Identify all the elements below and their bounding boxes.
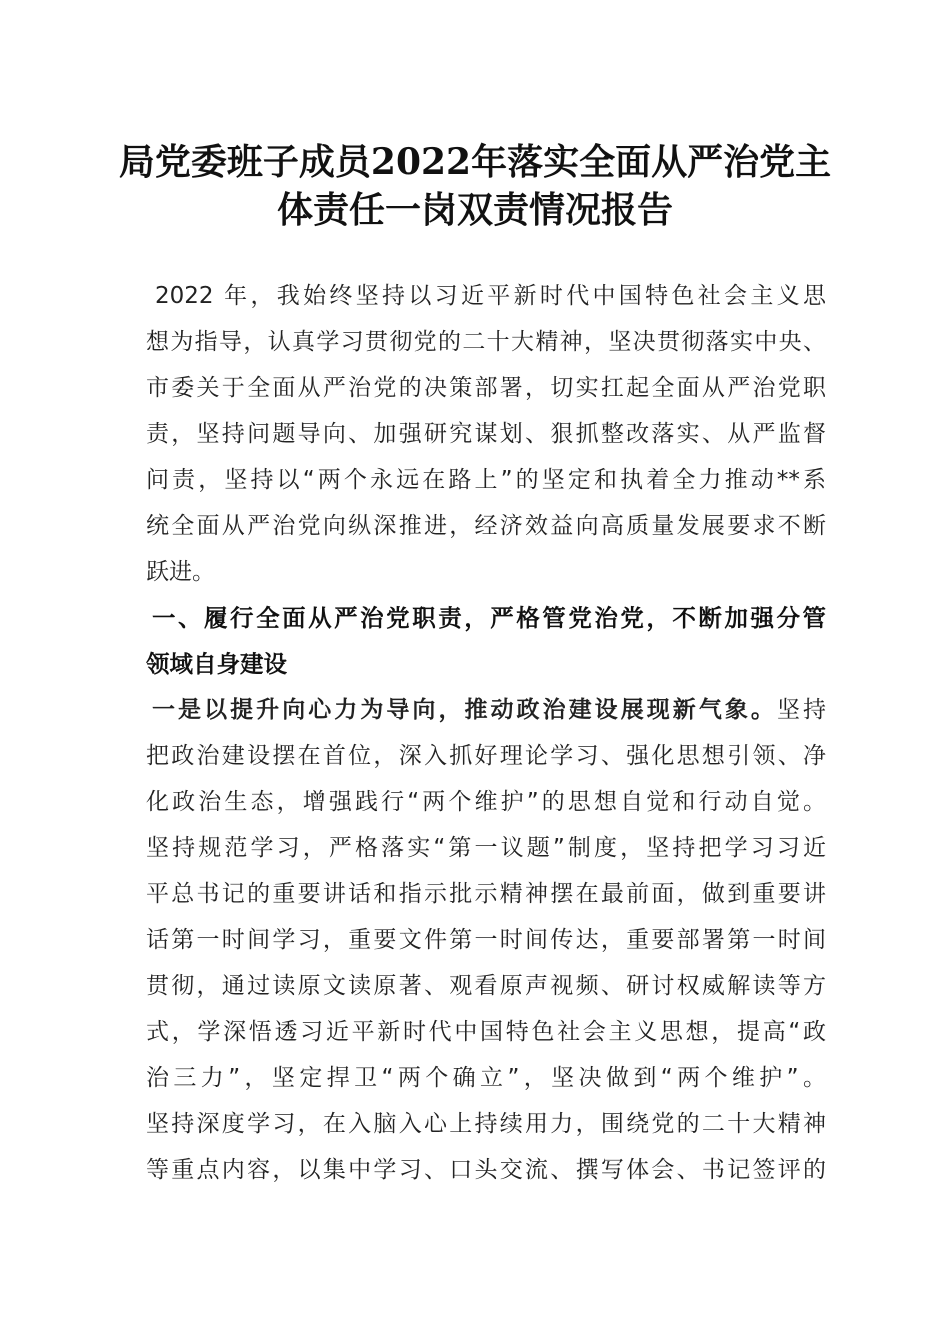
paragraph-one-line: 贯彻，通过读原文读原著、观看原声视频、研讨权威解读等方 [146,973,826,999]
intro-line: 统全面从严治党向纵深推进，经济效益向高质量发展要求不断 [146,513,826,539]
intro-line: 责，坚持问题导向、加强研究谋划、狠抓整改落实、从严监督 [146,421,826,447]
section-heading-line: 一、履行全面从严治党职责，严格管党治党，不断加强分管 [152,604,826,632]
intro-line: 问责，坚持以“两个永远在路上”的坚定和执着全力推动**系 [146,467,826,493]
intro-line: 想为指导，认真学习贯彻党的二十大精神，坚决贯彻落实中央、 [146,329,826,355]
intro-line: 市委关于全面从严治党的决策部署，切实扛起全面从严治党职 [146,375,826,401]
paragraph-one-line: 式，学深悟透习近平新时代中国特色社会主义思想，提高“政 [146,1019,826,1045]
paragraph-one-lead: 一是以提升向心力为导向，推动政治建设展现新气象。 [152,697,777,723]
intro-line: 跃进。 [146,559,215,585]
paragraph-one-line: 化政治生态，增强践行“两个维护”的思想自觉和行动自觉。 [146,789,826,815]
paragraph-one-line: 坚持深度学习，在入脑入心上持续用力，围绕党的二十大精神 [146,1111,826,1137]
paragraph-one-line: 平总书记的重要讲话和指示批示精神摆在最前面，做到重要讲 [146,881,826,907]
paragraph-one-line: 治三力”，坚定捍卫“两个确立”，坚决做到“两个维护”。 [146,1065,826,1091]
section-heading-line: 领域自身建设 [146,650,287,678]
paragraph-one-line: 等重点内容，以集中学习、口头交流、撰写体会、书记签评的 [146,1157,826,1183]
paragraph-one-line: 话第一时间学习，重要文件第一时间传达，重要部署第一时间 [146,927,826,953]
paragraph-one-first-rest: 坚持 [776,697,827,723]
paragraph-one-first-line [152,690,826,730]
paragraph-one-line: 坚持规范学习，严格落实“第一议题”制度，坚持把学习习近 [146,835,826,861]
intro-line: 2022 年，我始终坚持以习近平新时代中国特色社会主义思 [155,283,826,309]
document-title-line-1: 局党委班子成员2022年落实全面从严治党主 [118,141,832,183]
document-title-line-2: 体责任一岗双责情况报告 [276,189,673,231]
paragraph-one-line: 把政治建设摆在首位，深入抓好理论学习、强化思想引领、净 [146,743,826,769]
